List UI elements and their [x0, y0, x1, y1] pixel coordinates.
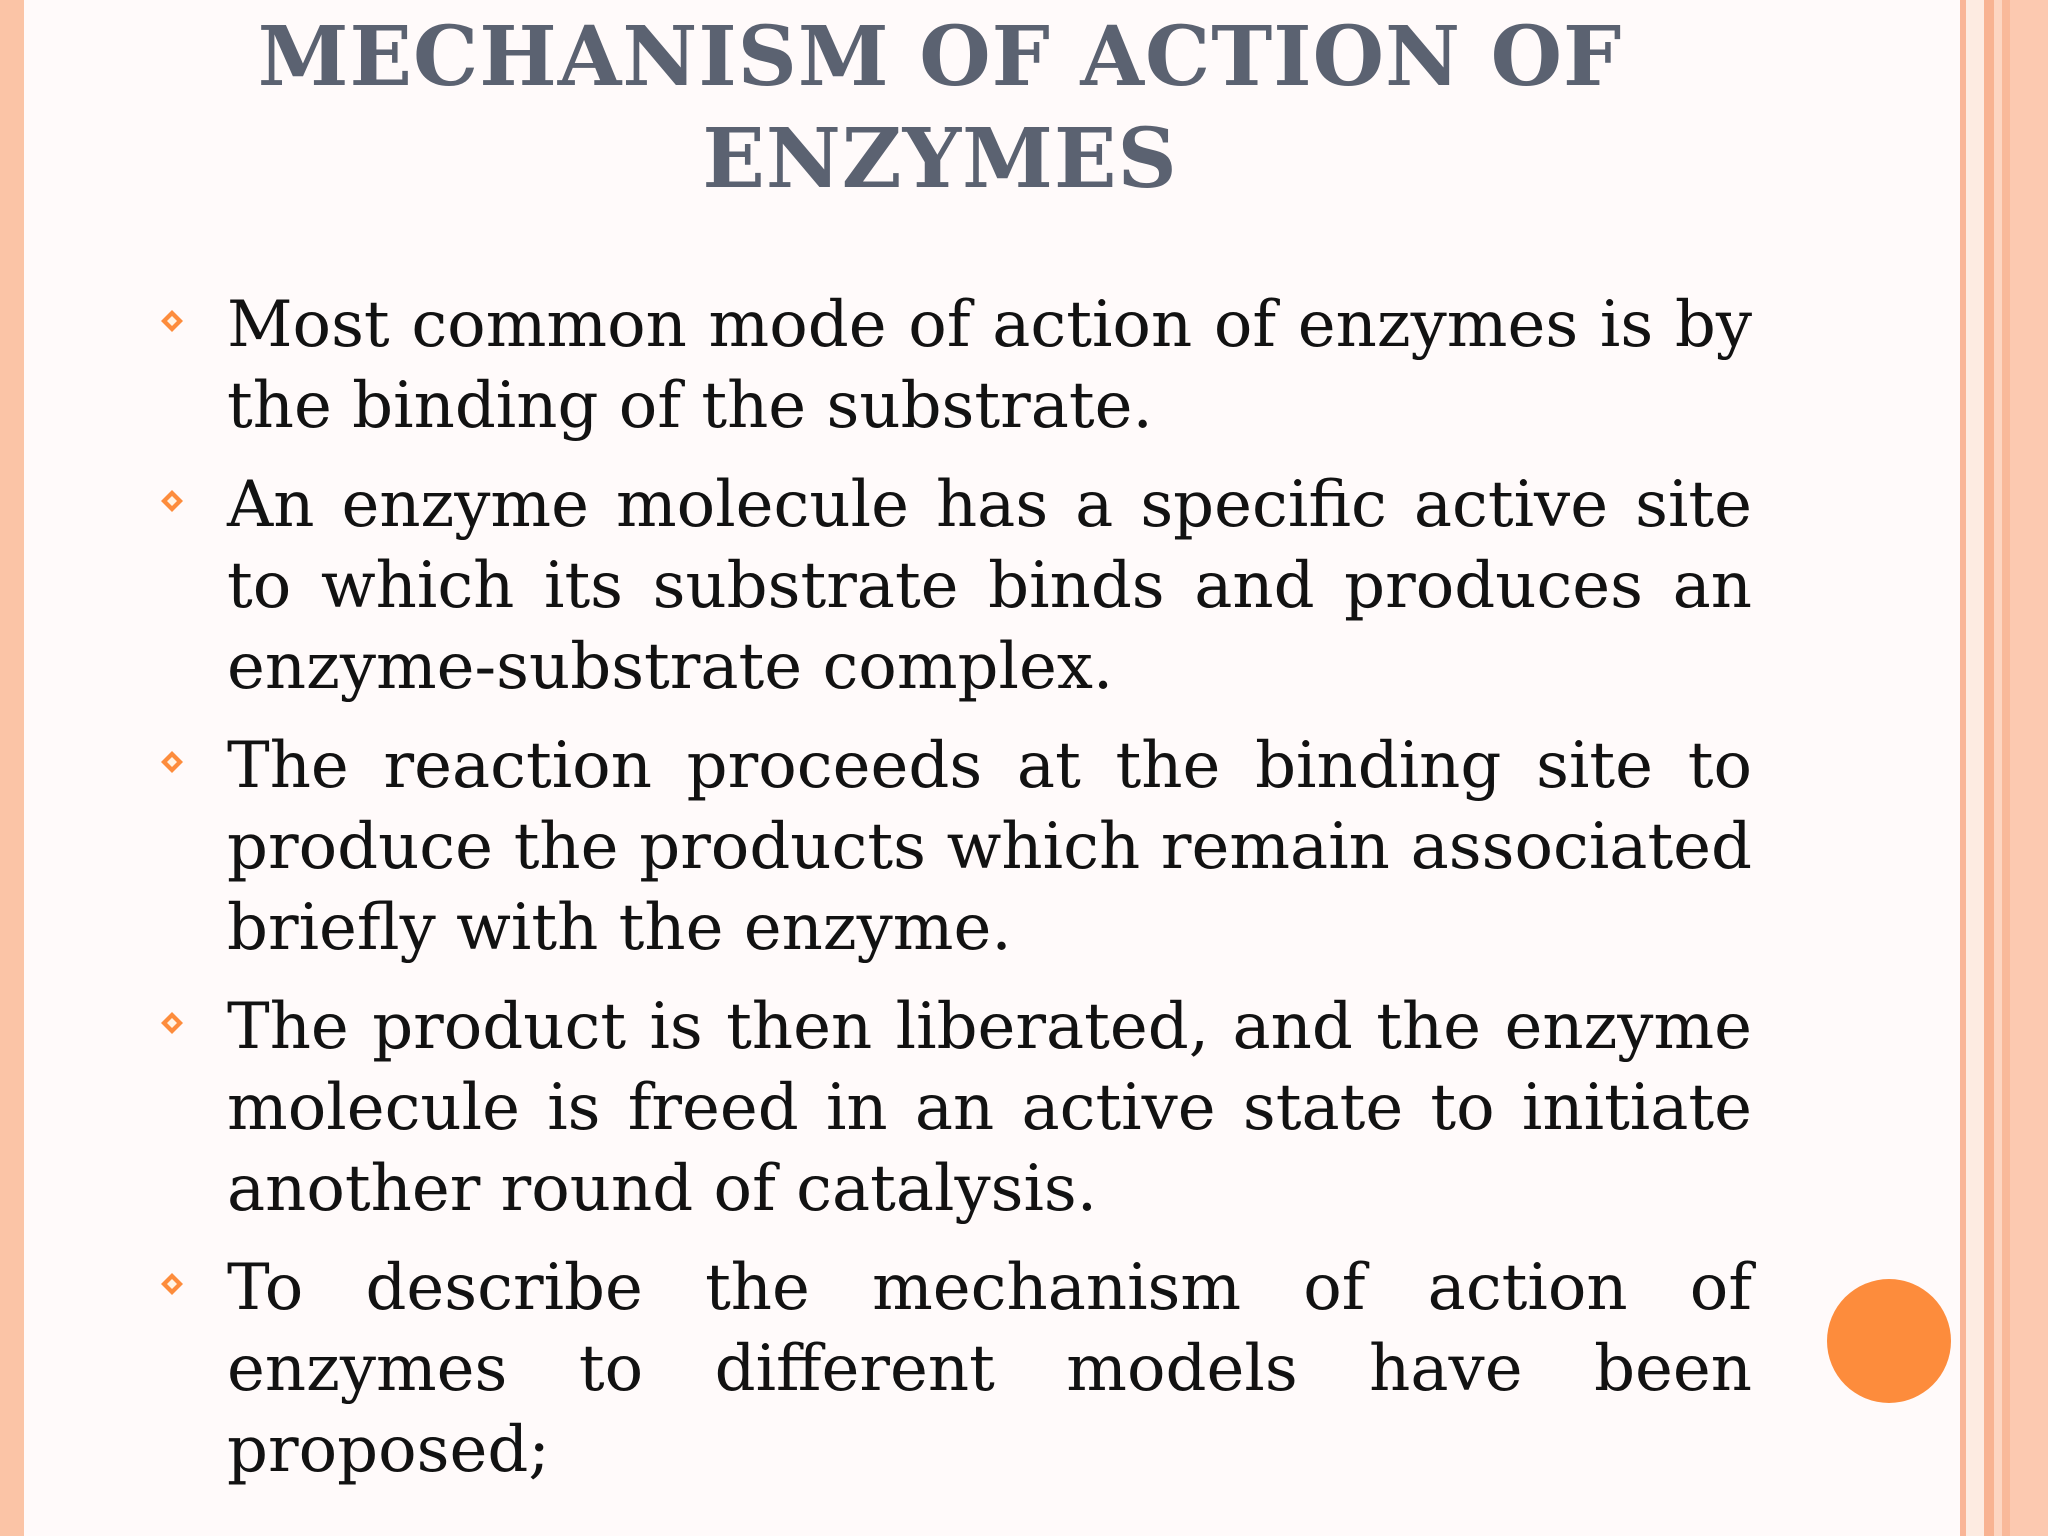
frame-stripe-right	[2010, 0, 2048, 1536]
frame-stripe-left	[0, 0, 24, 1536]
bullet-text: To describe the mechanism of action of enzymes to different models have been proposed;	[227, 1251, 1752, 1487]
frame-stripe-right	[1966, 0, 1984, 1536]
bullet-text: The product is then liberated, and the enzyme molecule is freed in an active state to initiate another round of catalysis.	[227, 990, 1752, 1226]
bullet-item	[160, 1248, 1752, 1491]
bullet-text: Most common mode of action of enzymes is by the binding of the substrate.	[227, 288, 1752, 443]
diamond-bullet-icon	[160, 309, 184, 333]
diamond-bullet-icon	[160, 1011, 184, 1035]
orange-circle-decoration	[1827, 1279, 1951, 1403]
diamond-bullet-icon	[160, 1272, 184, 1296]
bullet-list	[160, 285, 1752, 1509]
frame-stripe-right	[1984, 0, 1994, 1536]
bullet-item	[160, 285, 1752, 447]
bullet-item	[160, 987, 1752, 1230]
bullet-item	[160, 726, 1752, 969]
frame-stripe-right	[2002, 0, 2010, 1536]
slide-title: MECHANISM OF ACTION OF ENZYMES	[257, 9, 1623, 207]
diamond-bullet-icon	[160, 750, 184, 774]
bullet-text: An enzyme molecule has a specific active site to which its substrate binds and produces an enzyme-substrate complex.	[227, 468, 1752, 704]
diamond-bullet-icon	[160, 489, 184, 513]
bullet-text: The reaction proceeds at the binding site to produce the products which remain associated briefly with the enzyme.	[227, 729, 1752, 965]
bullet-item	[160, 465, 1752, 708]
frame-stripe-right	[1994, 0, 2002, 1536]
